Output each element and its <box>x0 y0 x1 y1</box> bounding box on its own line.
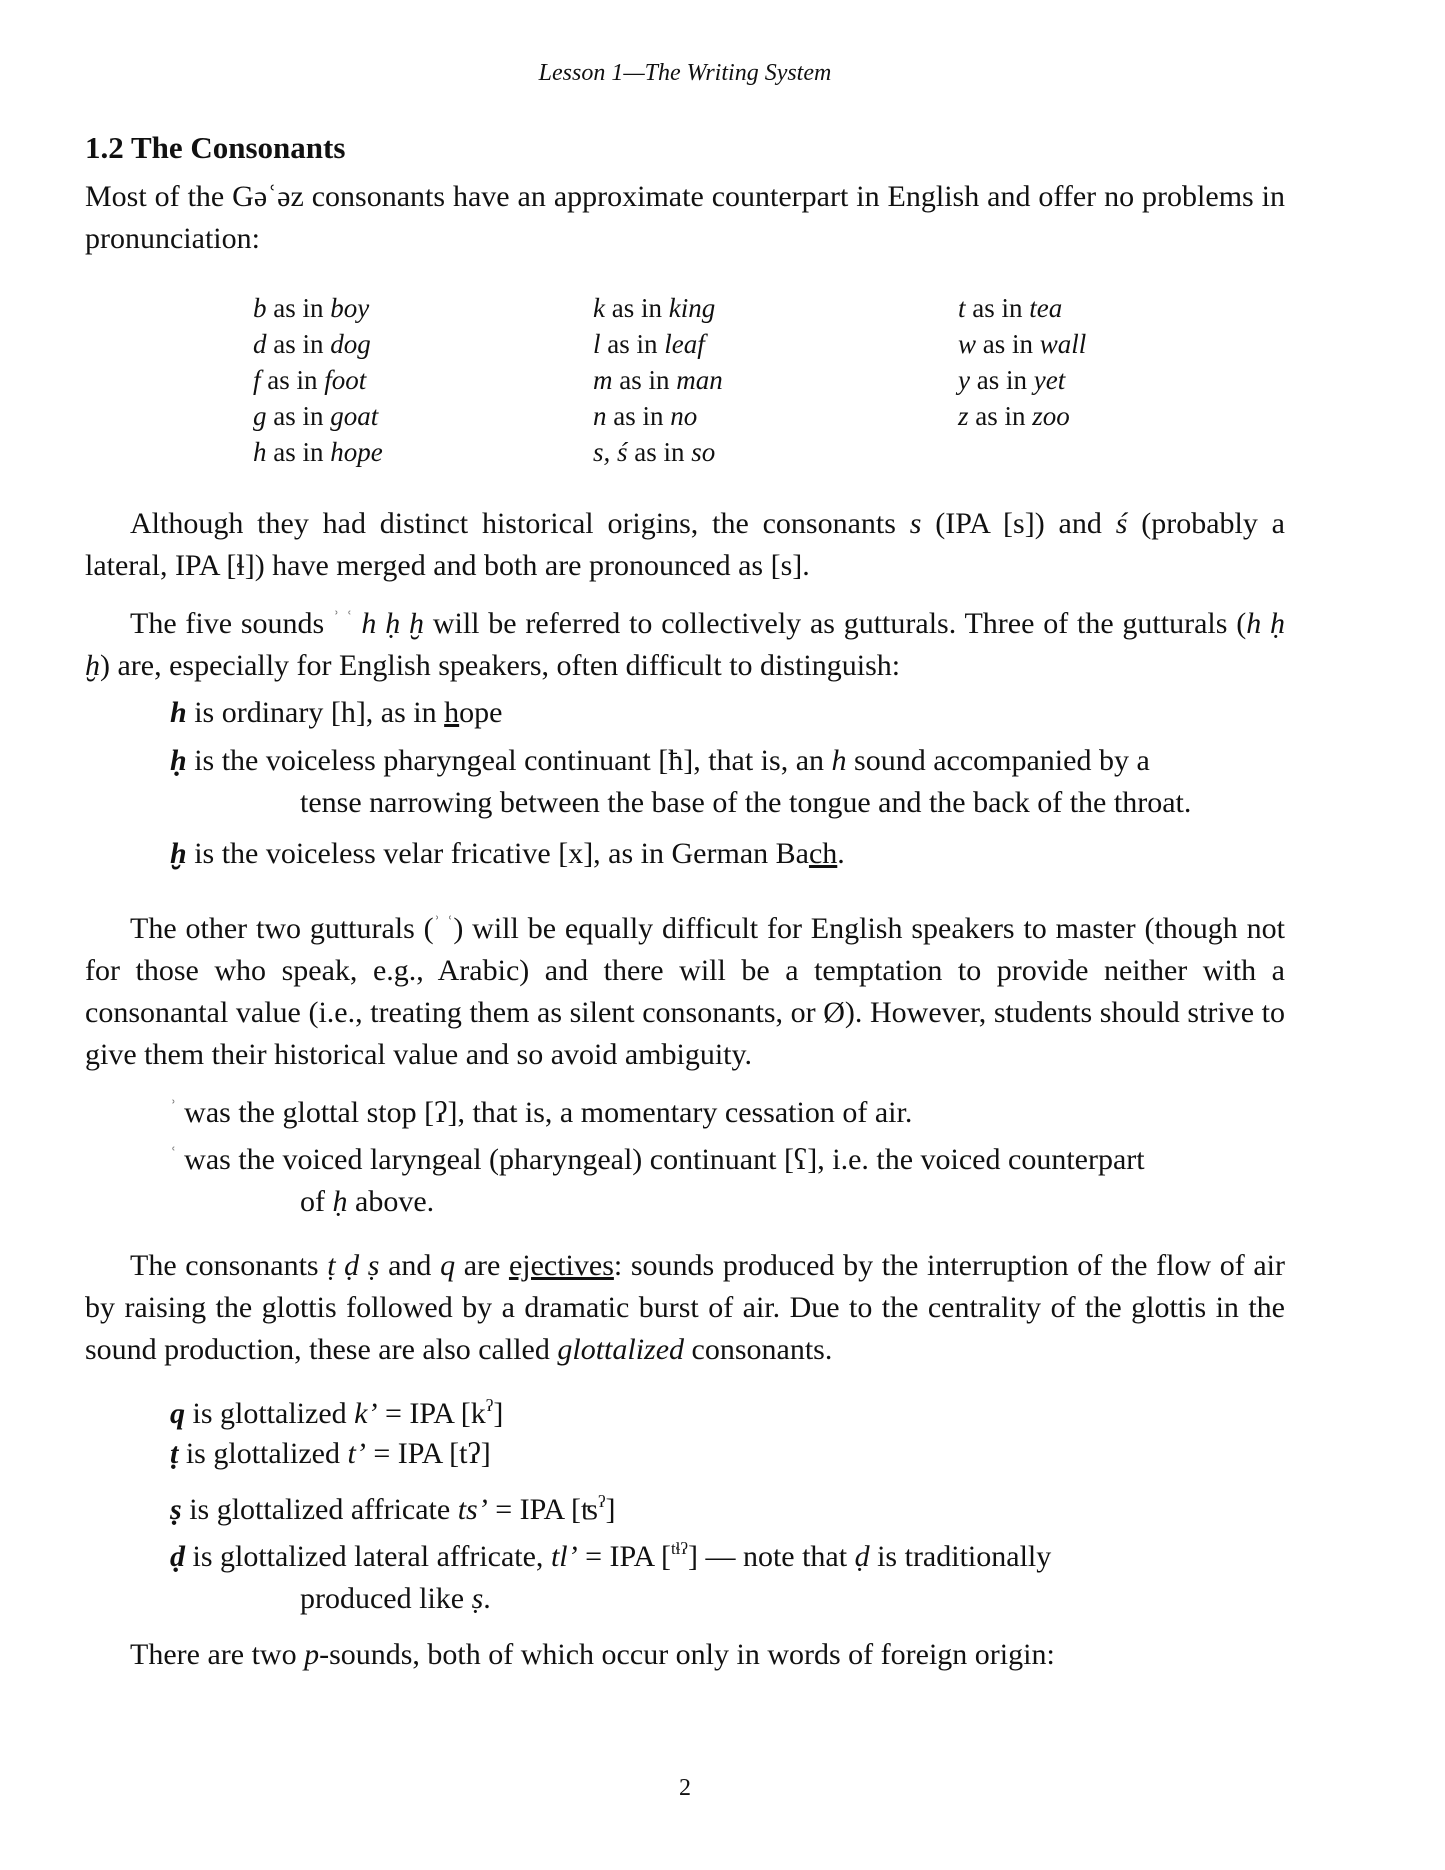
consonant-item: z as in zoo <box>958 401 1070 431</box>
consonant-item: f as in foot <box>253 365 367 395</box>
intro-text: Most of the Gəʿəz consonants have an approximate counterpart in English and offer no problems in pronunciation: <box>85 180 1285 255</box>
consonant-item: y as in yet <box>958 365 1066 395</box>
consonant-item: k as in king <box>593 293 716 323</box>
s-dot-definition: ṣ is glottalized affricate ts’ = IPA [ʦ$^ʔ$] <box>170 1492 616 1526</box>
merge-paragraph: Although they had distinct historical origins, the consonants s (IPA [s]) and ś (probably a lateral, IPA [ɬ]) have merged and both are pronounced as [s]. <box>85 507 1285 582</box>
h-breve-definition: ḫ is the voiceless velar fricative [x], as in German Bach. <box>170 837 845 870</box>
intro-paragraph <box>85 176 1285 260</box>
consonant-item: d as in dog <box>253 329 371 359</box>
t-dot-definition: ṭ is glottalized t’ = IPA [tʔ] <box>170 1437 491 1470</box>
consonant-item: g as in goat <box>253 401 379 431</box>
section-title: 1.2 The Consonants <box>85 130 346 165</box>
p-sounds-paragraph: There are two p-sounds, both of which occur only in words of foreign origin: <box>130 1638 1055 1671</box>
consonant-item: l as in leaf <box>593 329 705 359</box>
d-dot-definition: ḍ is glottalized lateral affricate, tl’ = IPA [$^{tɬʔ}$] — note that ḍ is traditionally produced like ṣ. <box>170 1539 1052 1615</box>
consonant-column-1 <box>253 290 383 470</box>
pharyngeal-definition: $^ʿ$ was the voiced laryngeal (pharyngeal) continuant [ʕ], i.e. the voiced counterpart of ḥ above. <box>170 1143 1145 1218</box>
consonant-item: t as in tea <box>958 293 1063 323</box>
consonant-item: n as in no <box>593 401 698 431</box>
q-definition: q is glottalized k’ = IPA $[k^ʔ]$ <box>170 1396 504 1430</box>
consonant-item: h as in hope <box>253 437 383 467</box>
glottal-stop-definition: $^ʾ$ was the glottal stop [ʔ], that is, a momentary cessation of air. <box>170 1096 913 1129</box>
consonant-column-3 <box>958 290 1086 434</box>
consonant-column-2 <box>593 290 723 470</box>
other-gutturals-paragraph: The other two gutturals ($^{ʾ ʿ}$) will be equally difficult for English speakers to master (though not for those who speak, e.g., Arabic) and there will be a temptation to provide neither with a consonantal value (i.e., treating them as silent consonants, or Ø). However, students should strive to give them their historical value and so avoid ambiguity. <box>85 912 1285 1071</box>
consonant-item: b as in boy <box>253 293 370 323</box>
consonant-item: w as in wall <box>958 329 1087 359</box>
h-definition: h is ordinary [h], as in hope <box>170 696 503 729</box>
consonant-item: m as in man <box>593 365 723 395</box>
page-number: 2 <box>679 1775 691 1801</box>
running-head: Lesson 1—The Writing System <box>538 60 832 86</box>
h-dot-definition: ḥ is the voiceless pharyngeal continuant [ħ], that is, an h sound accompanied by a tense narrowing between the base of the tongue and the back of the throat. <box>170 744 1192 819</box>
consonant-item: s, ś as in so <box>593 437 716 467</box>
gutturals-paragraph: The five sounds $^{ʾ ʿ}$ h ḥ ḫ will be referred to collectively as gutturals. Three of the gutturals (h ḥ ḫ) are, especially for English speakers, often difficult to distinguish: <box>85 607 1285 682</box>
ejectives-paragraph: The consonants ṭ ḍ ṣ and q are ejectives: sounds produced by the interruption of the flow of air by raising the glottis followed by a dramatic burst of air. Due to the centrality of the glottis in the sound production, these are also called glottalized consonants. <box>85 1249 1285 1366</box>
